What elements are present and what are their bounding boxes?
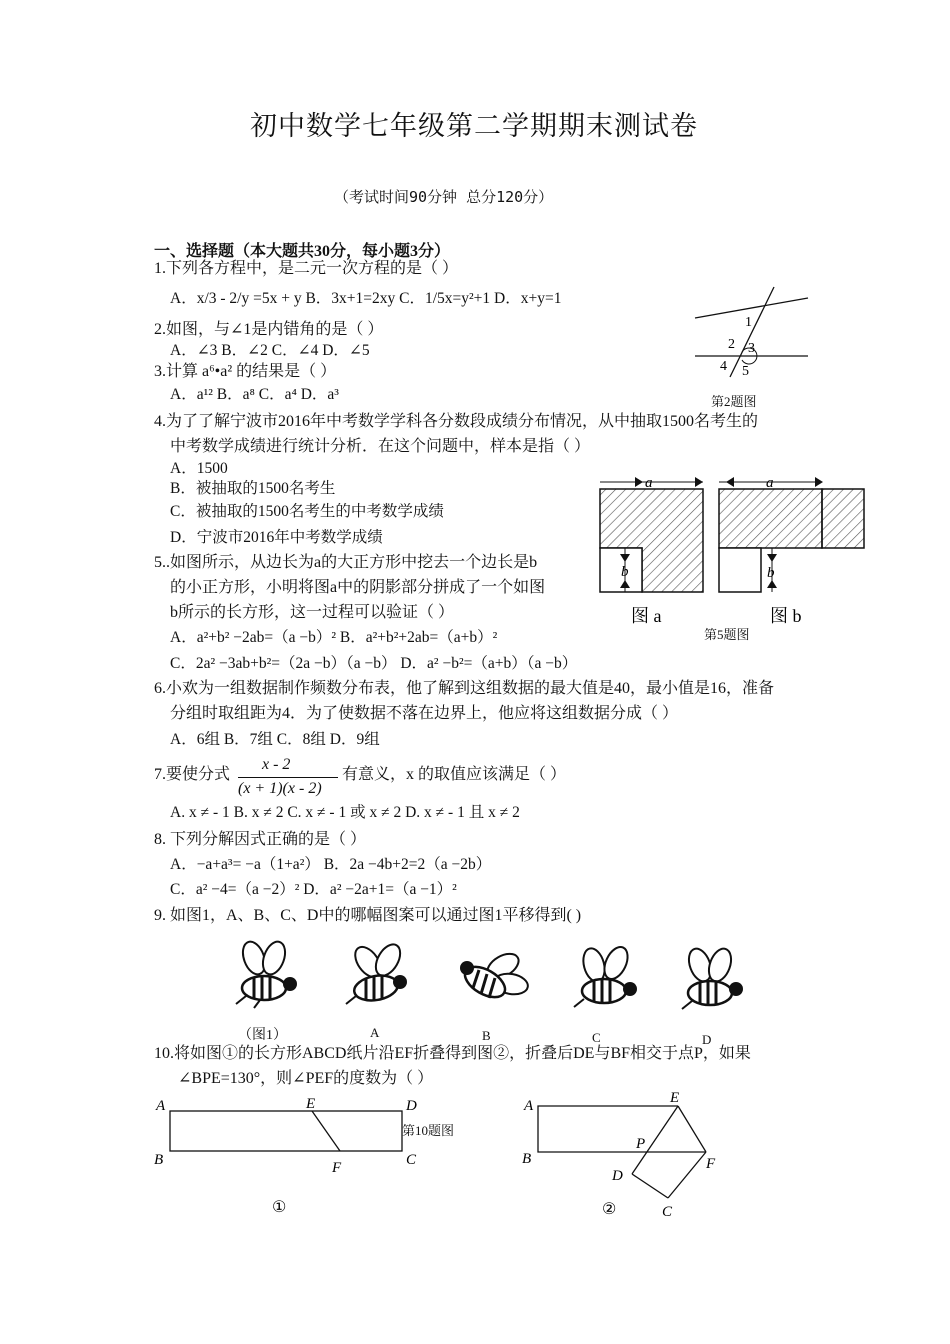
bee-option-c	[568, 945, 640, 1015]
question-3-options: A．a¹² B．a⁸ C．a⁴ D．a³	[170, 386, 339, 403]
bee-label-c: C	[592, 1030, 601, 1045]
point-b: B	[154, 1152, 164, 1168]
page-title: 初中数学七年级第二学期期末测试卷	[250, 111, 698, 141]
question-3-stem: 3.计算 a⁶•a² 的结果是（ ）	[154, 363, 337, 380]
question-4-stem-line2: 中考数学成绩进行统计分析．在这个问题中，样本是指（ ）	[170, 438, 591, 455]
point-p-2: P	[636, 1136, 646, 1152]
question-2-caption: 第2题图	[711, 394, 757, 409]
question-10-caption: 第10题图	[402, 1123, 455, 1138]
point-a: A	[156, 1098, 166, 1114]
question-7-denominator: (x + 1)(x - 2)	[238, 780, 322, 797]
angle-label-2: 2	[728, 337, 735, 352]
point-c: C	[406, 1152, 417, 1168]
fraction-bar	[238, 777, 338, 778]
question-7-numerator: x - 2	[262, 756, 291, 773]
label-b-fig-b: b	[767, 565, 775, 581]
question-5-figure	[595, 470, 870, 640]
question-4-option-d: D．宁波市2016年中考数学成绩	[170, 529, 383, 546]
question-6-stem-line1: 6.小欢为一组数据制作频数分布表，他了解到这组数据的最大值是40，最小值是16，准备	[154, 680, 775, 697]
question-7-options: A. x ≠ - 1 B. x ≠ 2 C. x ≠ - 1 或 x ≠ 2 D. x ≠ - 1 且 x ≠ 2	[170, 804, 520, 821]
point-b-2: B	[522, 1151, 532, 1167]
point-e-2: E	[670, 1090, 680, 1106]
question-9-stem: 9. 如图1，A、B、C、D中的哪幅图案可以通过图1平移得到( )	[154, 907, 582, 924]
bee-figure-1	[232, 940, 304, 1010]
question-8-options-ab: A．−a+a³= −a（1+a²） B．2a −4b+2=2（a −2b）	[170, 856, 492, 873]
question-5-stem-line3: b所示的长方形，这一过程可以验证（ ）	[170, 604, 455, 621]
question-5-options-cd: C．2a² −3ab+b²=（2a −b）（a −b） D．a² −b²=（a+b）（a −b）	[170, 655, 578, 672]
label-b-fig-a: b	[621, 564, 629, 580]
angle-label-1: 1	[745, 315, 752, 330]
figure-2-label: ②	[602, 1201, 617, 1218]
question-2-stem: 2.如图，与∠1是内错角的是（ ）	[154, 321, 384, 338]
question-4-option-a: A．1500	[170, 460, 228, 477]
point-e: E	[306, 1096, 316, 1112]
section-heading: 一、选择题（本大题共30分，每小题3分）	[154, 243, 451, 260]
fig-b-label: 图 b	[770, 606, 802, 626]
point-a-2: A	[524, 1098, 534, 1114]
question-5-stem-line2: 的小正方形，小明将图a中的阴影部分拼成了一个如图	[170, 579, 546, 596]
question-4-option-b: B．被抽取的1500名考生	[170, 480, 336, 497]
figure-1-label: ①	[272, 1199, 287, 1216]
angle-label-5: 5	[742, 364, 749, 379]
question-10-figure-1	[150, 1090, 430, 1220]
point-f: F	[332, 1160, 342, 1176]
point-c-2: C	[662, 1204, 673, 1220]
label-a-fig-b: a	[766, 475, 774, 491]
bee-option-b	[455, 948, 535, 1018]
exam-info: （考试时间90分钟 总分120分）	[334, 188, 554, 206]
point-d-2: D	[612, 1168, 623, 1184]
question-2-options: A．∠3 B．∠2 C．∠4 D．∠5	[170, 342, 370, 359]
question-7-stem-pre: 7.要使分式	[154, 766, 231, 783]
question-5-caption: 第5题图	[704, 627, 750, 642]
bee-label-fig1: （图1）	[238, 1028, 287, 1043]
bee-option-d	[676, 945, 748, 1015]
label-a-fig-a: a	[645, 475, 653, 491]
point-d: D	[406, 1098, 417, 1114]
angle-label-4: 4	[720, 359, 727, 374]
question-5-stem-line1: 5..如图所示，从边长为a的大正方形中挖去一个边长是b	[154, 554, 538, 571]
question-10-stem-line2: ∠BPE=130°，则∠PEF的度数为（ ）	[178, 1070, 434, 1087]
question-7-stem-post: 有意义，x 的取值应该满足（ ）	[342, 766, 567, 783]
angle-label-3: 3	[748, 341, 755, 356]
point-f-2: F	[706, 1156, 716, 1172]
question-6-options: A．6组 B．7组 C．8组 D．9组	[170, 731, 380, 748]
bee-label-d: D	[702, 1032, 712, 1047]
question-8-stem: 8. 下列分解因式正确的是（ ）	[154, 831, 367, 848]
question-10-stem-line1: 10.将如图①的长方形ABCD纸片沿EF折叠得到图②，折叠后DE与BF相交于点P，如果	[154, 1045, 751, 1062]
fig-a-label: 图 a	[631, 606, 662, 626]
bee-option-a	[342, 942, 414, 1012]
question-10-figure-2	[520, 1086, 730, 1226]
question-4-option-c: C．被抽取的1500名考生的中考数学成绩	[170, 503, 444, 520]
question-1-options: A．x/3 - 2/y =5x + y B．3x+1=2xy C．1/5x=y²+1 D．x+y=1	[170, 290, 562, 307]
bee-label-a: A	[370, 1025, 380, 1040]
question-4-stem-line1: 4.为了了解宁波市2016年中考数学学科各分数段成绩分布情况，从中抽取1500名考生的	[154, 413, 759, 430]
question-6-stem-line2: 分组时取组距为4．为了使数据不落在边界上，他应将这组数据分成（ ）	[170, 705, 679, 722]
question-5-options-ab: A．a²+b² −2ab=（a −b）² B．a²+b²+2ab=（a+b）²	[170, 629, 498, 646]
question-8-options-cd: C．a² −4=（a −2）² D．a² −2a+1=（a −1）²	[170, 881, 457, 898]
question-2-figure	[690, 282, 815, 382]
bee-label-b: B	[482, 1028, 491, 1043]
question-1-stem: 1.下列各方程中，是二元一次方程的是（ ）	[154, 260, 459, 277]
